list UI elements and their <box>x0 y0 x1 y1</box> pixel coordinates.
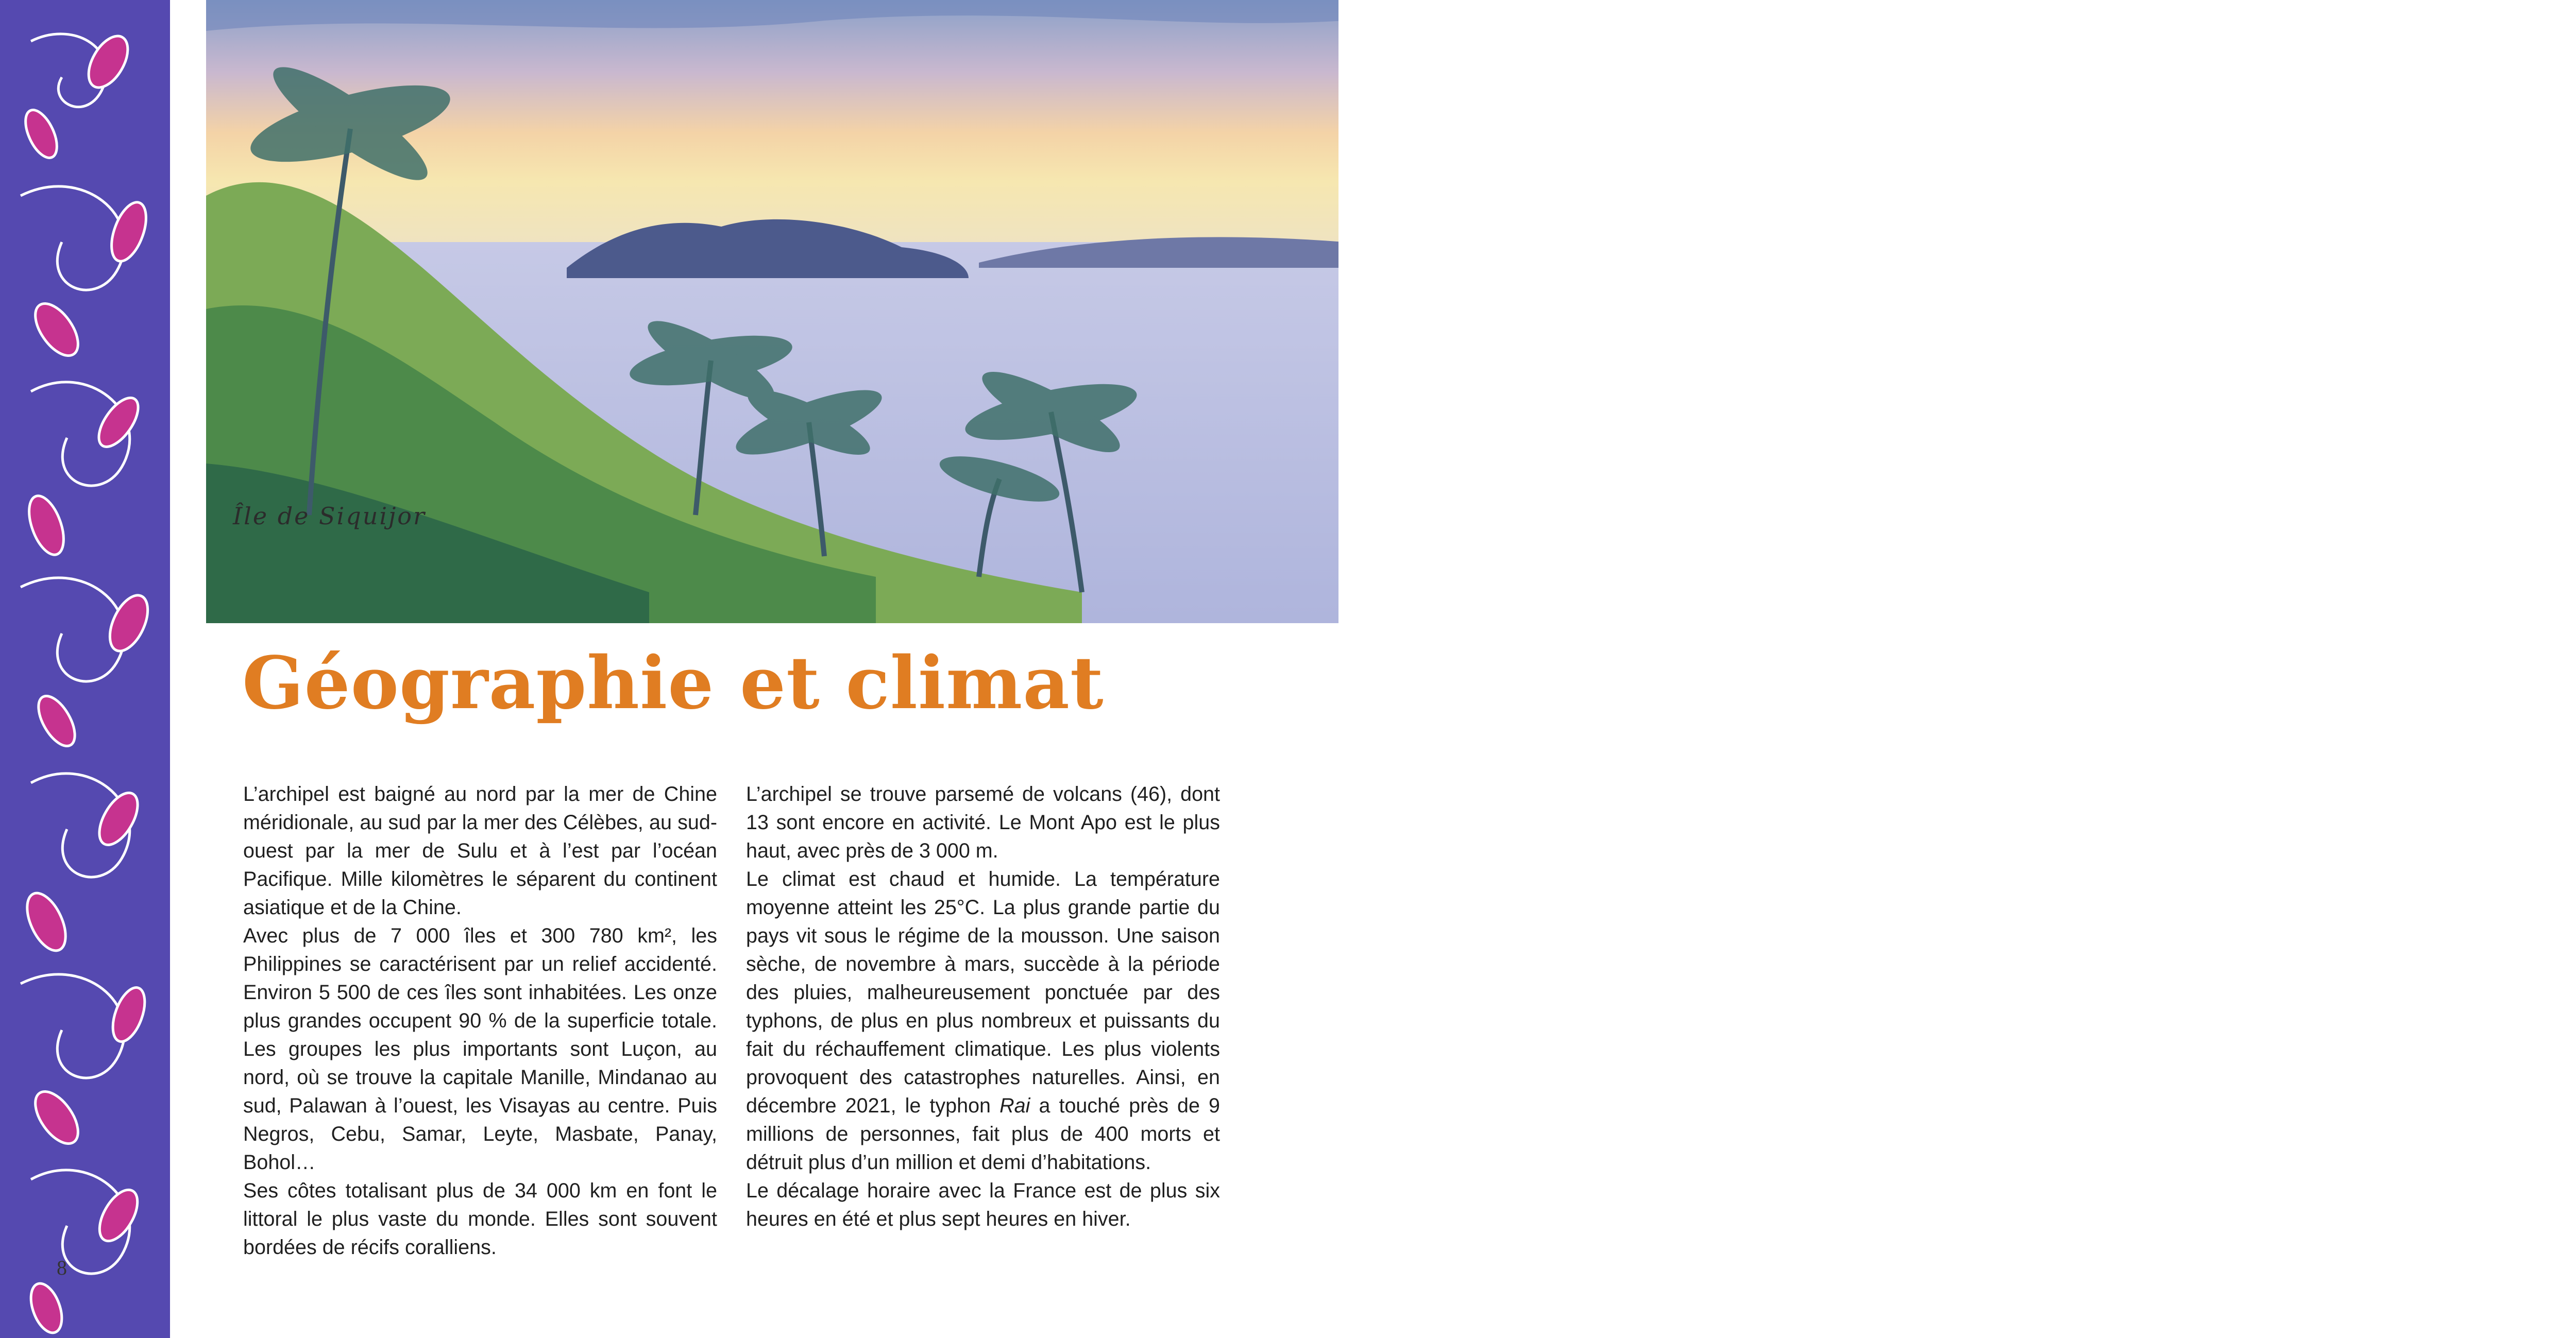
floral-border <box>0 0 170 1338</box>
paragraph: Ses côtes totalisant plus de 34 000 km en font le littoral le plus vaste du monde. Elles sont souvent bordées de récifs coralliens. <box>243 1179 717 1259</box>
text-column-1 <box>243 780 717 1262</box>
typhoon-name: Rai <box>999 1094 1030 1117</box>
paragraph: L’archipel est baigné au nord par la mer de Chine méridionale, au sud par la mer des Célèbes, au sud-ouest par la mer de Sulu et à l’est par l’océan Pacifique. Mille kilomètres le séparent du continent asiatique et de la Chine. <box>243 783 717 919</box>
text-column-2 <box>746 780 1220 1233</box>
right-page <box>1338 0 2576 1338</box>
page-title: Géographie et climat <box>242 641 1104 726</box>
paragraph: Avec plus de 7 000 îles et 300 780 km², les Philippines se caractérisent par un relief accidenté. Environ 5 500 de ces îles sont inhabitées. Les onze plus grandes occupent 90 % de la superficie totale. Les groupes les plus importants sont Luçon, au nord, où se trouve la capitale Manille, Mindanao au sud, Palawan à l’ouest, les Visayas au centre. Puis Negros, Cebu, Samar, Leyte, Masbate, Panay, Bohol… <box>243 924 717 1174</box>
paragraph: Le décalage horaire avec la France est de plus six heures en été et plus sept heures en hiver. <box>746 1179 1220 1230</box>
paragraph <box>746 865 1220 1177</box>
paragraph-text: a touché près de 9 millions de personnes, fait plus de 400 morts et détruit plus d’un million et demi d’habitations. <box>746 1094 1220 1174</box>
siquijor-watercolor-painting <box>206 0 1338 633</box>
page-number: 8 <box>57 1256 67 1279</box>
paragraph: L’archipel se trouve parsemé de volcans (46), dont 13 sont encore en activité. Le Mont Apo est le plus haut, avec près de 3 000 m. <box>746 783 1220 862</box>
painting-caption: Île de Siquijor <box>233 502 426 530</box>
paragraph-text: Le climat est chaud et humide. La température moyenne atteint les 25°C. La plus grande partie du pays vit sous le régime de la mousson. Une saison sèche, de novembre à mars, succède à la période des pluies, malheureusement ponctuée par des typhons, de plus en plus nombreux et puissants du fait du réchauffement climatique. Les plus violents provoquent des catastrophes naturelles. Ainsi, en décembre 2021, le typhon <box>746 868 1220 1117</box>
